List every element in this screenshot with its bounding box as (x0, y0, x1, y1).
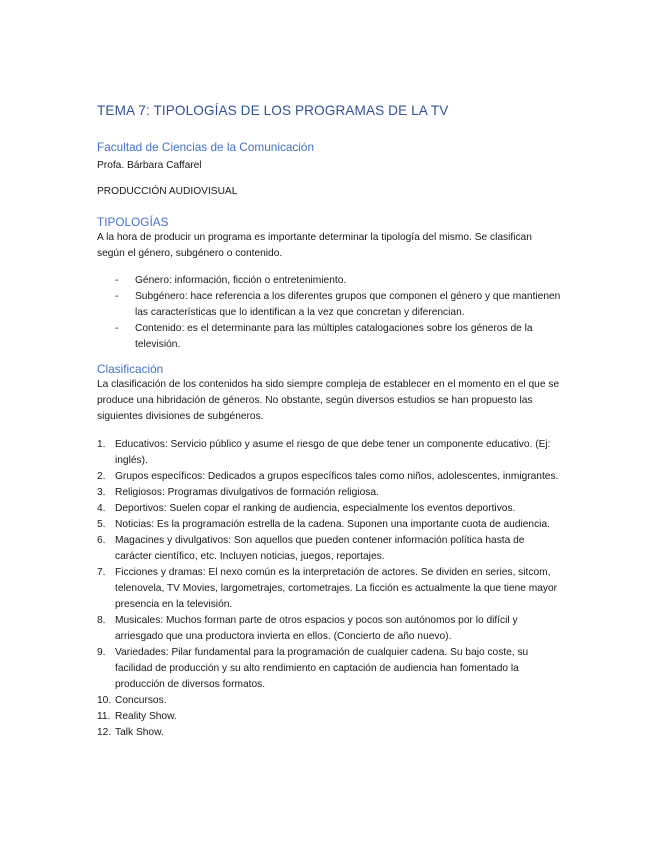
clasificacion-list (97, 437, 562, 741)
list-item (97, 693, 562, 709)
tipologias-intro: A la hora de producir un programa es importante determinar la tipología del mismo. Se clasifican según el género, subgénero o contenido. (97, 232, 532, 259)
list-item: - Contenido: es el determinante para las múltiples catalogaciones sobre los géneros de la televisión. (97, 321, 562, 353)
item-number: 7. (97, 567, 106, 578)
item-text: Religiosos: Programas divulgativos de formación religiosa. (115, 487, 379, 498)
faculty-heading: Facultad de Ciencias de la Comunicación (97, 140, 315, 154)
clasificacion-heading: Clasificación (97, 362, 164, 376)
item-text: Educativos: Servicio público y asume el riesgo de que debe tener un componente educativo. (Ej: inglés). (115, 439, 551, 466)
list-item (97, 725, 562, 741)
item-text: Talk Show. (115, 727, 164, 738)
list-item (97, 501, 562, 517)
item-number: 4. (97, 503, 106, 514)
item-number: 8. (97, 615, 106, 626)
item-number: 2. (97, 471, 106, 482)
item-text: Grupos específicos: Dedicados a grupos específicos tales como niños, adolescentes, inmigrantes. (115, 471, 559, 482)
item-number: 5. (97, 519, 106, 530)
subject-name: PRODUCCIÓN AUDIOVISUAL (97, 186, 238, 197)
list-item (97, 469, 562, 485)
clasificacion-intro: La clasificación de los contenidos ha sido siempre compleja de establecer en el momento en el que se produce una hibridación de géneros. No obstante, según diversos estudios se han propuesto las siguientes divisiones de subgéneros. (97, 379, 560, 422)
list-item (97, 613, 562, 645)
list-item (97, 533, 562, 565)
tipologias-heading: TIPOLOGÍAS (97, 215, 169, 229)
item-text: Noticias: Es la programación estrella de la cadena. Suponen una importante cuota de audiencia. (115, 519, 550, 530)
document-title: TEMA 7: TIPOLOGÍAS DE LOS PROGRAMAS DE LA TV (97, 103, 449, 118)
list-item (97, 517, 562, 533)
item-text: Deportivos: Suelen copar el ranking de audiencia, especialmente los eventos deportivos. (115, 503, 516, 514)
list-item (97, 645, 562, 693)
tipologias-list (97, 273, 562, 353)
item-text: Musicales: Muchos forman parte de otros espacios y pocos son autónomos por lo difícil y arriesgado que una productora invierta en ellos. (Concierto de año nuevo). (115, 615, 518, 642)
document-page (97, 103, 562, 741)
item-number: 6. (97, 535, 106, 546)
list-item (97, 709, 562, 725)
item-text: Concursos. (115, 695, 167, 706)
list-item (97, 565, 562, 613)
list-item (97, 437, 562, 469)
professor-name: Profa. Bárbara Caffarel (97, 160, 202, 171)
item-text: Ficciones y dramas: El nexo común es la interpretación de actores. Se dividen en series, sitcom, telenovela, TV Movies, largometrajes, cortometrajes. La ficción es actualmente la que tiene mayor presencia en la televisión. (115, 567, 558, 610)
item-text: Reality Show. (115, 711, 177, 722)
list-item: - Género: información, ficción o entretenimiento. (97, 273, 562, 289)
item-number: 11. (97, 711, 111, 722)
list-item: - Subgénero: hace referencia a los diferentes grupos que componen el género y que mantienen las características que lo identifican a la vez que concretan y diferencian. (97, 289, 562, 321)
item-number: 3. (97, 487, 106, 498)
list-item (97, 485, 562, 501)
item-number: 9. (97, 647, 106, 658)
item-number: 10. (97, 695, 112, 706)
item-text: Variedades: Pilar fundamental para la programación de cualquier cadena. Su bajo coste, su facilidad de producción y su alto rendimiento en captación de audiencia han fomentado la producción de diversos formatos. (115, 647, 529, 690)
item-number: 1. (97, 439, 106, 450)
item-number: 12. (97, 727, 112, 738)
item-text: Magacines y divulgativos: Son aquellos que pueden contener información política hasta de carácter científico, etc. Incluyen noticias, juegos, reportajes. (115, 535, 525, 562)
